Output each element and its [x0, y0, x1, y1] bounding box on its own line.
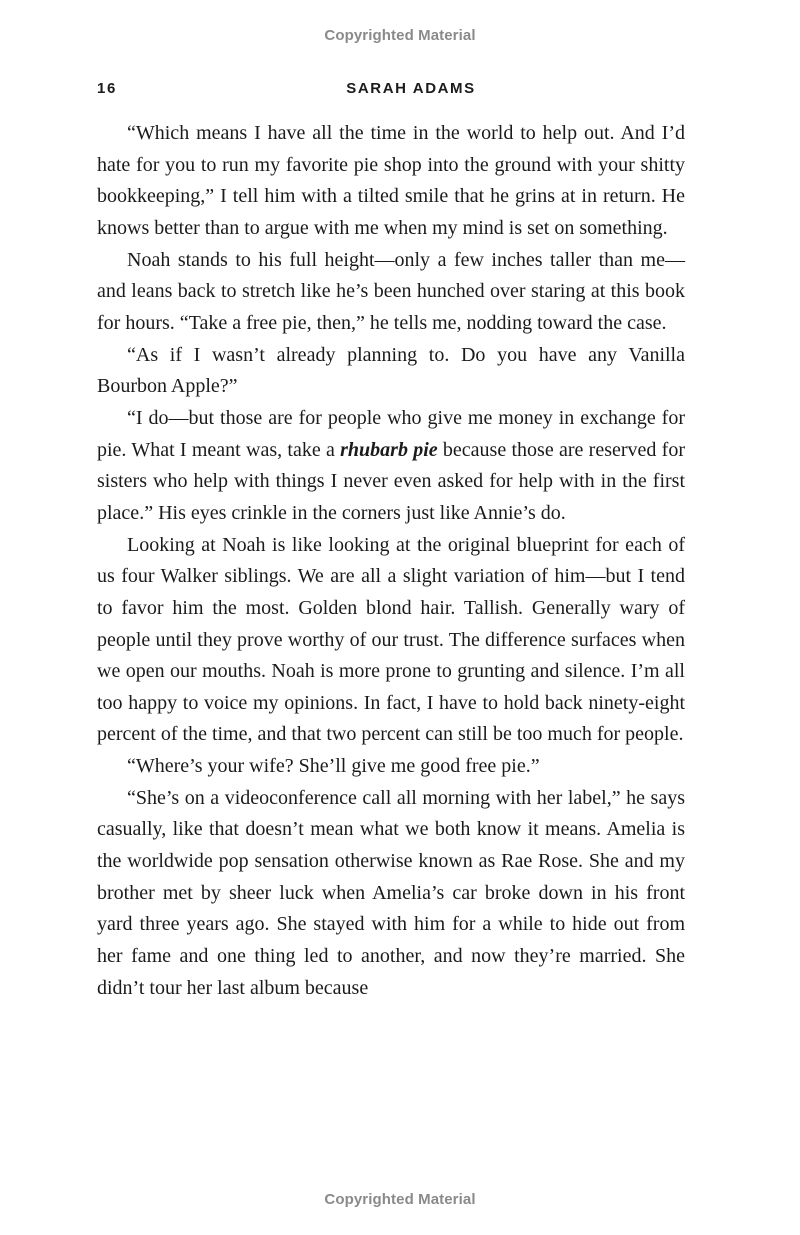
paragraph: “As if I wasn’t already planning to. Do you have any Vanilla Bourbon Apple?” — [97, 343, 685, 398]
emphasized-text: rhubarb pie — [340, 438, 438, 461]
author-name: SARAH ADAMS — [346, 80, 476, 97]
body-text — [97, 118, 685, 1004]
copyright-watermark-bottom: Copyrighted Material — [324, 1191, 476, 1208]
copyright-watermark-top: Copyrighted Material — [324, 27, 476, 44]
running-header — [97, 80, 685, 102]
paragraph: “She’s on a videoconference call all morning with her label,” he says casually, like that doesn’t mean what we both know it means. Amelia is the worldwide pop sensation otherwise known as Rae Rose. She and my brother met by sheer luck when Amelia’s car broke down in his front yard three years ago. She stayed with him for a while to hide out from her fame and one thing led to another, and now they’re married. She didn’t tour her last album because — [97, 786, 685, 999]
paragraph-text: “I do—but those are for people who give me money in exchange for pie. What I meant was, take a — [97, 406, 685, 461]
page-number: 16 — [97, 80, 117, 97]
paragraph: “Where’s your wife? She’ll give me good free pie.” — [127, 755, 540, 778]
paragraph: Noah stands to his full height—only a few inches taller than me—and leans back to stretch like he’s been hunched over staring at this book for hours. “Take a free pie, then,” he tells me, nodding toward the case. — [97, 248, 685, 334]
paragraph — [97, 403, 685, 530]
paragraph-text: because those are reserved for sisters who help with things I never even asked for help with in the first place.” His eyes crinkle in the corners just like Annie’s do. — [97, 438, 686, 524]
paragraph: “Which means I have all the time in the world to help out. And I’d hate for you to run my favorite pie shop into the ground with your shitty bookkeeping,” I tell him with a tilted smile that he grins at in return. He knows better than to argue with me when my mind is set on something. — [97, 122, 685, 239]
paragraph: Looking at Noah is like looking at the original blueprint for each of us four Walker siblings. We are all a slight variation of him—but I tend to favor him the most. Golden blond hair. Tallish. Generally wary of people until they prove worthy of our trust. The difference surfaces when we open our mouths. Noah is more prone to grunting and silence. I’m all too happy to voice my opinions. In fact, I have to hold back ninety-eight percent of the time, and that two percent can still be too much for people. — [97, 533, 685, 746]
